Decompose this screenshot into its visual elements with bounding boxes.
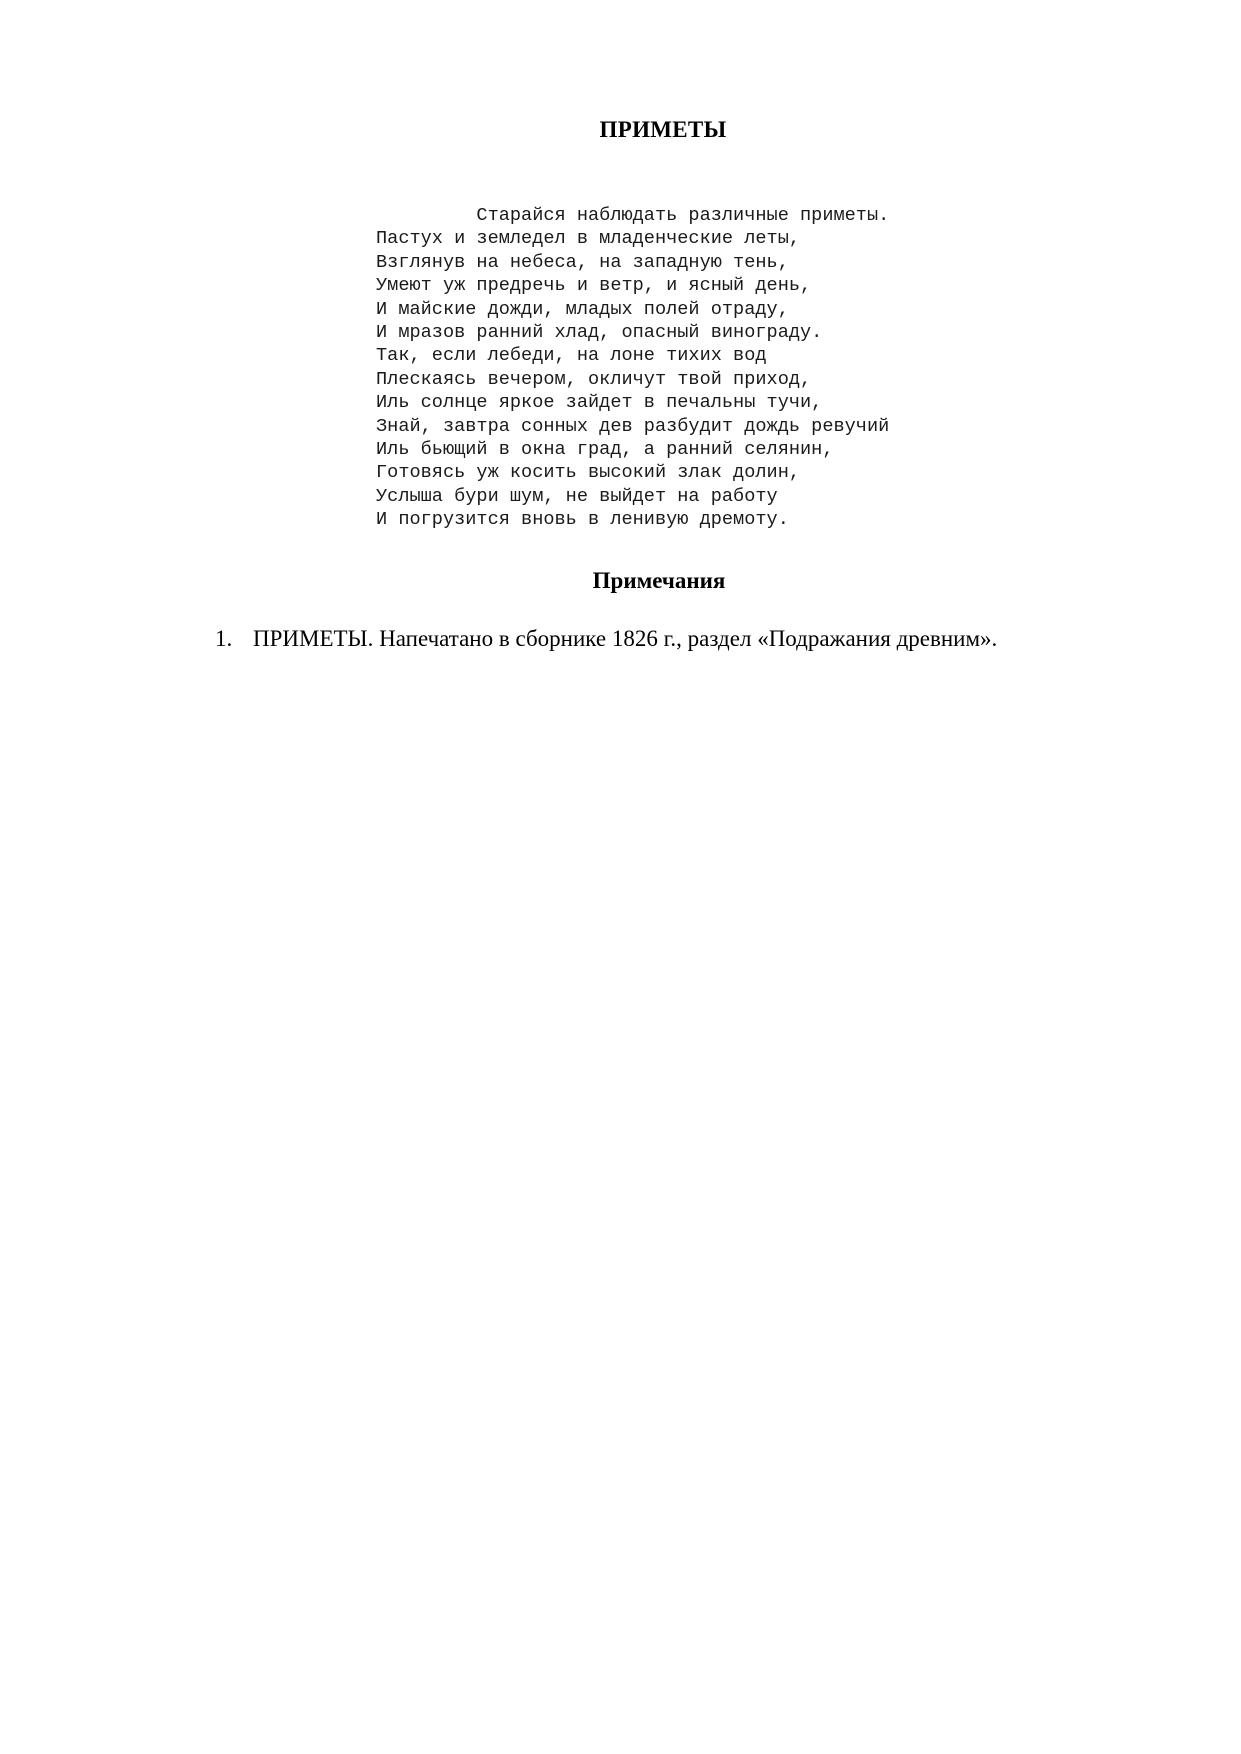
notes-list [215, 624, 997, 654]
note-number: 1. [215, 626, 233, 651]
poem-line: Плескаясь вечером, окличут твой приход, [376, 368, 812, 390]
poem-line: Знай, завтра сонных дев разбудит дождь ревучий [376, 415, 890, 437]
page-title: ПРИМЕТЫ [599, 117, 727, 142]
poem-line: И майские дожди, младых полей отраду, [376, 298, 789, 320]
poem-line: Пастух и земледел в младенческие леты, [376, 228, 801, 250]
poem-line: Умеют уж предречь и ветр, и ясный день, [376, 275, 812, 297]
poem-line: Старайся наблюдать различные приметы. [376, 205, 890, 226]
poem-line: Иль бьющий в окна град, а ранний селянин, [376, 438, 834, 460]
poem-line: Взглянув на небеса, на западную тень, [376, 251, 789, 273]
note-text: ПРИМЕТЫ. Напечатано в сборнике 1826 г., раздел «Подражания древним». [253, 626, 998, 651]
poem-line: И мразов ранний хлад, опасный винограду. [376, 321, 823, 343]
note-item [215, 624, 997, 654]
poem-line: И погрузится вновь в ленивую дремоту. [376, 509, 789, 531]
poem-line: Готовясь уж косить высокий злак долин, [376, 462, 801, 484]
poem-line: Иль солнце яркое зайдет в печальны тучи, [376, 392, 823, 414]
poem-line: Так, если лебеди, на лоне тихих вод [376, 345, 767, 367]
notes-heading: Примечания [592, 568, 726, 593]
poem [376, 204, 889, 531]
poem-line: Услыша бури шум, не выйдет на работу [376, 485, 778, 507]
